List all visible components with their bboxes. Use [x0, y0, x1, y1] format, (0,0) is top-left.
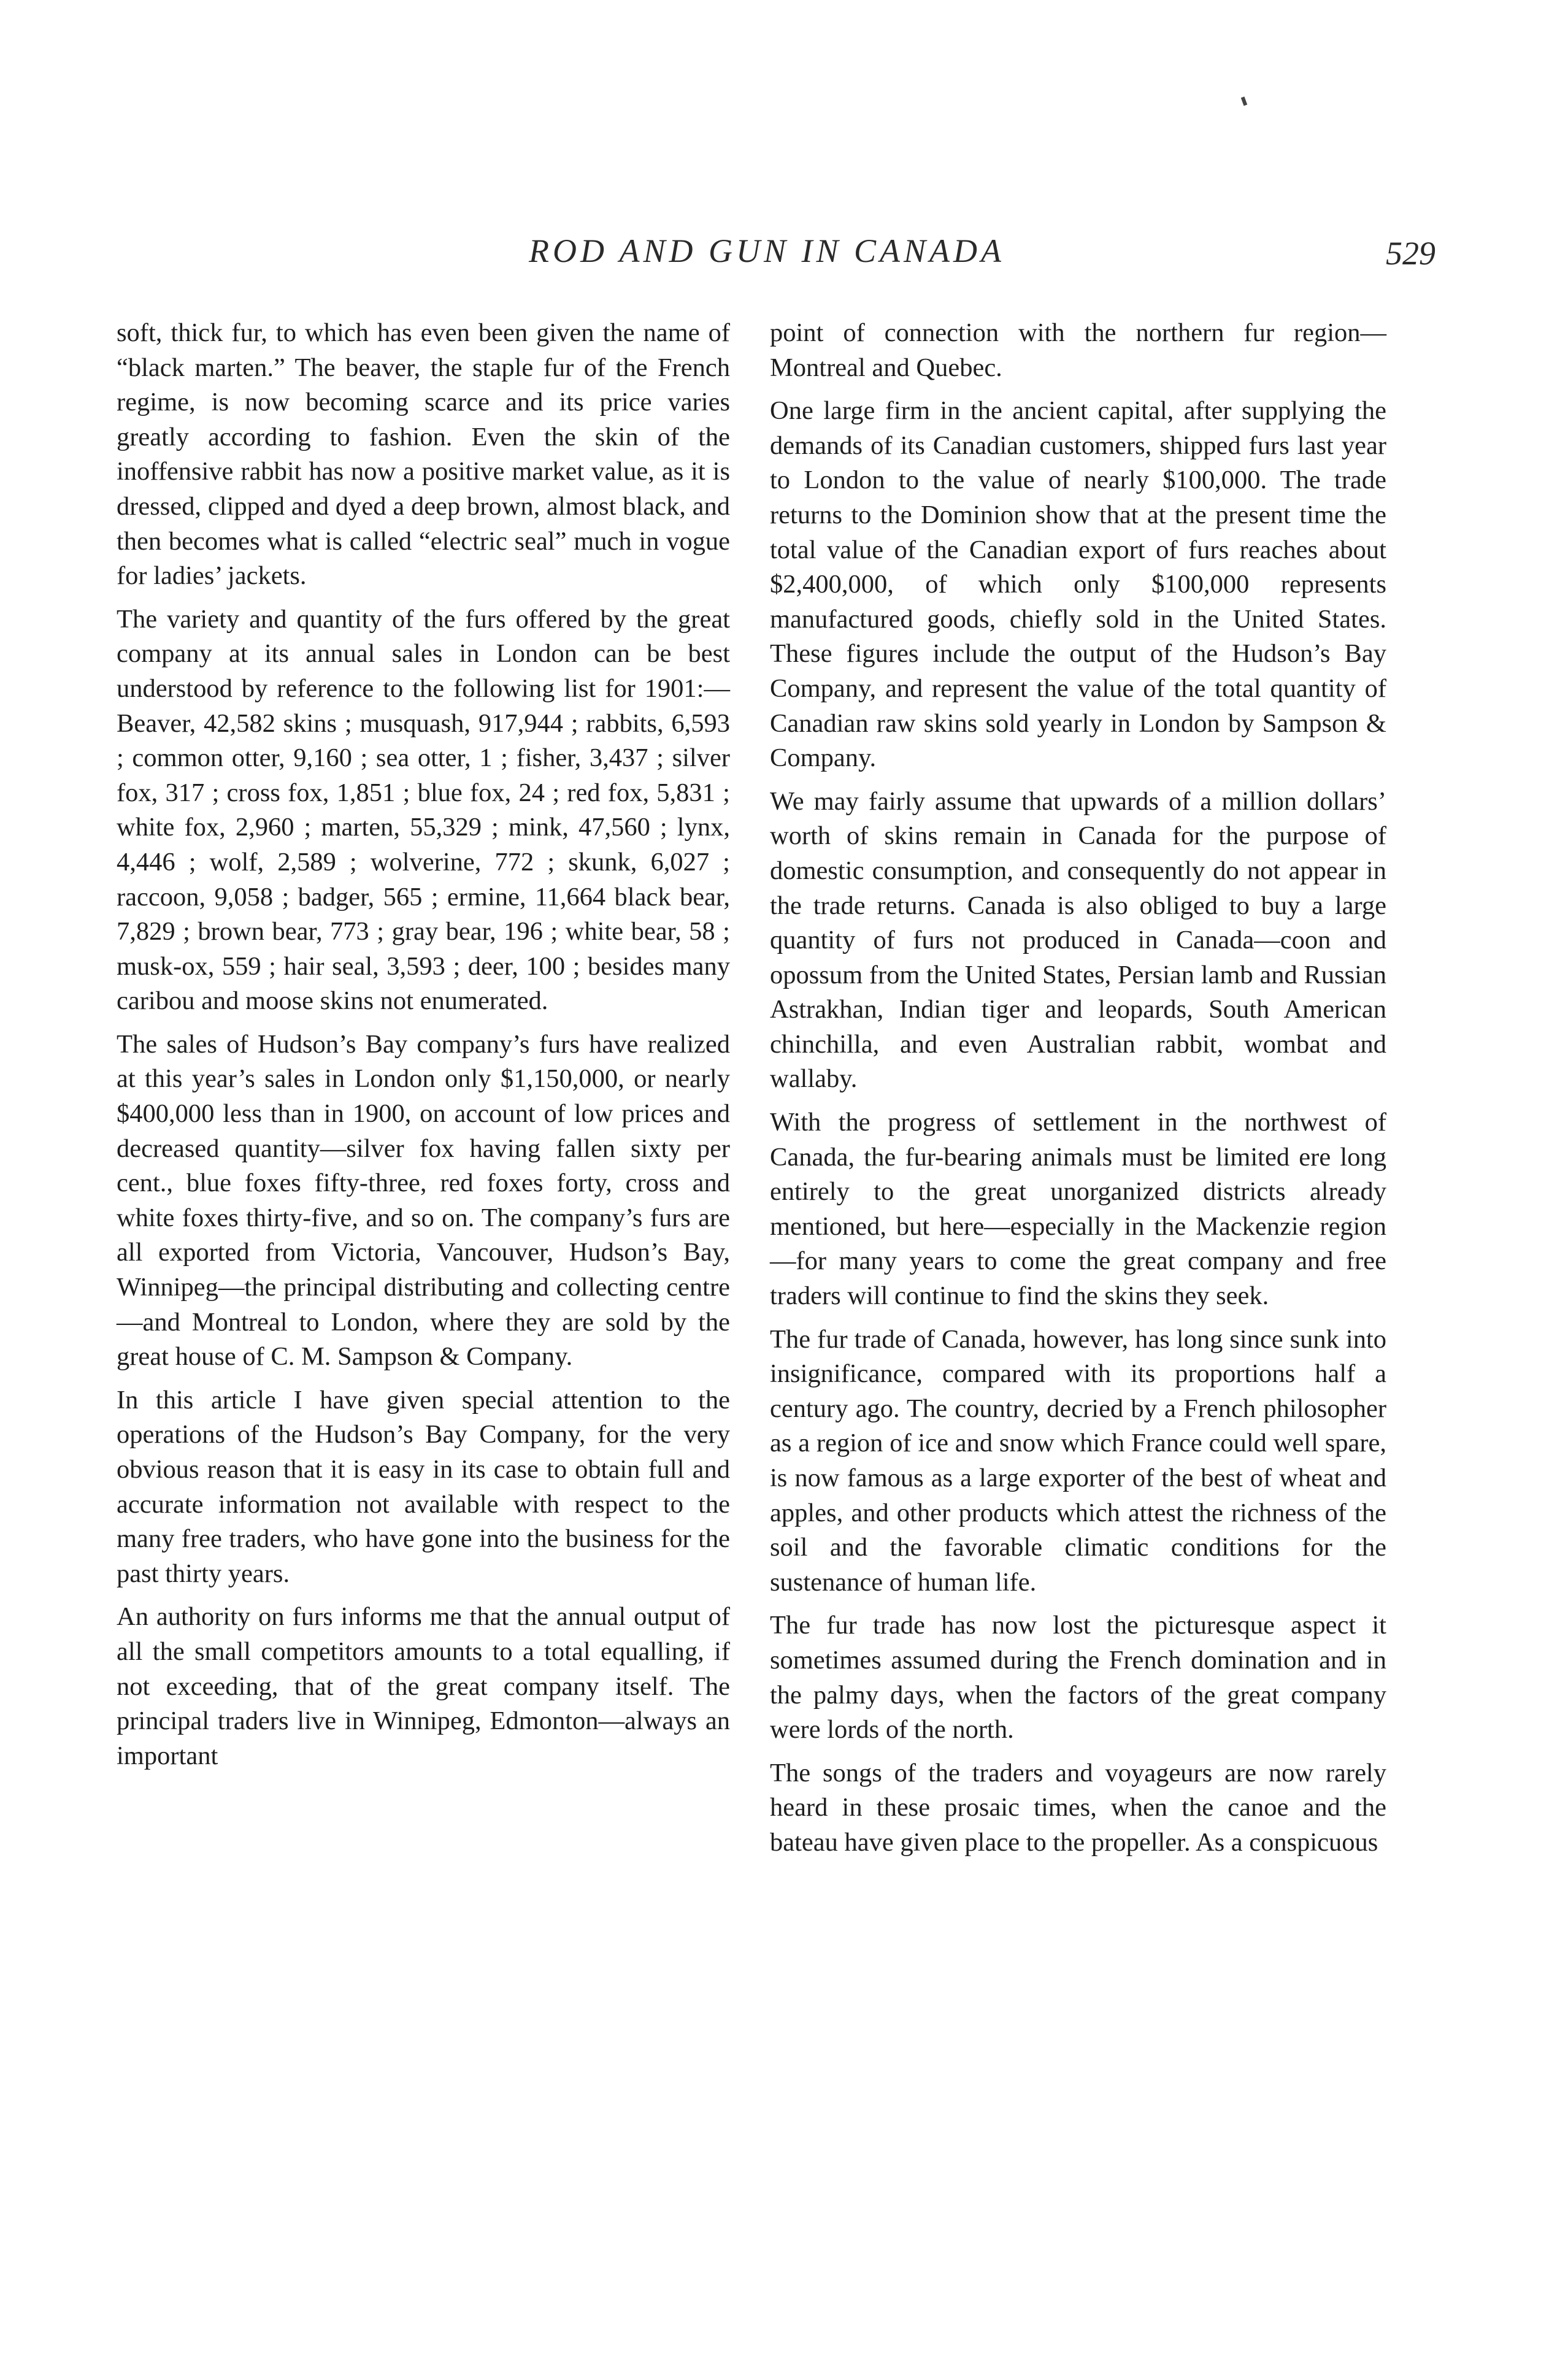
page-header: [117, 232, 1435, 287]
paragraph: The variety and quantity of the furs offered by the great company at its annual sales in London can be best understood by reference to the following list for 1901:— Beaver, 42,582 skins ; musquash, 917,944 ; rabbits, 6,593 ; common otter, 9,160 ; sea otter, 1 ; fisher, 3,437 ; silver fox, 317 ; cross fox, 1,851 ; blue fox, 24 ; red fox, 5,831 ; white fox, 2,960 ; marten, 55,329 ; mink, 47,560 ; lynx, 4,446 ; wolf, 2,589 ; wolverine, 772 ; skunk, 6,027 ; raccoon, 9,058 ; badger, 565 ; ermine, 11,664 black bear, 7,829 ; brown bear, 773 ; gray bear, 196 ; white bear, 58 ; musk-ox, 559 ; hair seal, 3,593 ; deer, 100 ; besides many caribou and moose skins not enumerated.: [117, 604, 730, 1016]
paragraph: One large firm in the ancient capital, after supplying the demands of its Canadian customers, shipped furs last year to London to the value of nearly $100,000. The trade returns to the Dominion show that at the present time the total value of the Canadian export of furs reaches about $2,400,000, of which only $100,000 represents manufactured goods, chiefly sold in the United States. These figures include the output of the Hudson’s Bay Company, and represent the value of the total quantity of Canadian raw skins sold yearly in London by Sampson & Company.: [770, 396, 1386, 773]
right-column: [770, 316, 1386, 1869]
paragraph: The fur trade has now lost the picturesque aspect it sometimes assumed during the French domination and in the palmy days, when the factors of the great company were lords of the north.: [770, 1611, 1386, 1745]
paragraph: With the progress of settlement in the northwest of Canada, the fur-bearing animals must be limited ere long entirely to the great unorganized districts already mentioned, but here—especially in the Mackenzie region—for many years to come the great company and free traders will continue to find the skins they seek.: [770, 1108, 1386, 1311]
paragraph: The songs of the traders and voyageurs are now rarely heard in these prosaic times, when the canoe and the bateau have given place to the propeller. As a conspicuous: [770, 1758, 1386, 1857]
paragraph: point of connection with the northern fur region—Montreal and Quebec.: [770, 318, 1386, 382]
left-column: [117, 316, 730, 1782]
paragraph: In this article I have given special attention to the operations of the Hudson’s Bay Company, for the very obvious reason that it is easy in its case to obtain full and accurate information not available with respect to the many free traders, who have gone into the business for the past thirty years.: [117, 1385, 730, 1588]
paragraph: The sales of Hudson’s Bay company’s furs have realized at this year’s sales in London only $1,150,000, or nearly $400,000 less than in 1900, on account of low prices and decreased quantity—silver fox having fallen sixty per cent., blue foxes fifty-three, red foxes forty, cross and white foxes thirty-five, and so on. The company’s furs are all exported from Victoria, Vancouver, Hudson’s Bay, Winnipeg—the principal distributing and collecting centre —and Montreal to London, where they are sold by the great house of C. M. Sampson & Company.: [117, 1029, 730, 1372]
paragraph: We may fairly assume that upwards of a million dollars’ worth of skins remain in Canada for the purpose of domestic consumption, and consequently do not appear in the trade returns. Canada is also obliged to buy a large quantity of furs not produced in Canada—coon and opossum from the United States, Persian lamb and Russian Astrakhan, Indian tiger and leopards, South American chinchilla, and even Australian rabbit, wombat and wallaby.: [770, 786, 1386, 1094]
running-title: ROD AND GUN IN CANADA: [528, 232, 1005, 269]
paragraph: An authority on furs informs me that the annual output of all the small competitors amounts to a total equalling, if not exceeding, that of the great company itself. The principal traders live in Winnipeg, Edmonton—always an important: [117, 1602, 730, 1770]
paragraph: The fur trade of Canada, however, has long since sunk into insignificance, compared with its proportions half a century ago. The country, decried by a French philosopher as a region of ice and snow which France could well spare, is now famous as a large exporter of the best of wheat and apples, and other products which attest the richness of the soil and the favorable climatic conditions for the sustenance of human life.: [770, 1324, 1386, 1597]
page-number: 529: [1386, 235, 1435, 272]
paragraph: soft, thick fur, to which has even been given the name of “black marten.” The beaver, the staple fur of the French regime, is now becoming scarce and its price varies greatly according to fashion. Even the skin of the inoffensive rabbit has now a positive market value, as it is dressed, clipped and dyed a deep brown, almost black, and then becomes what is called “electric seal” much in vogue for ladies’ jackets.: [117, 318, 730, 591]
print-speck: [1241, 96, 1247, 106]
